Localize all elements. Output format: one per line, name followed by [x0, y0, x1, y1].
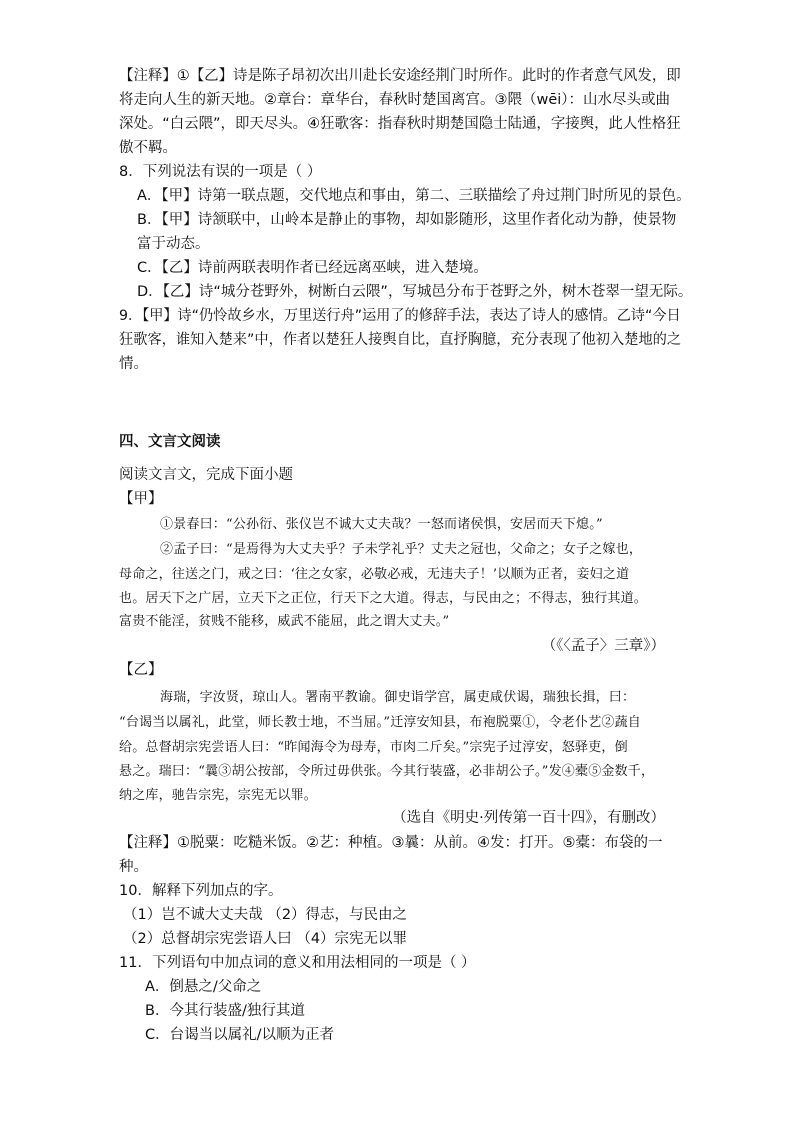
q8-stem: 8．下列说法有误的一项是（ ） — [119, 164, 322, 180]
passage-jia-para-2-line-4: 富贵不能淫，贫贱不能移，威武不能屈，此之谓大丈夫。” — [119, 614, 450, 629]
q8-option-a: A．【甲】诗第一联点题，交代地点和事由，第二、三联描绘了舟过荆门时所见的景色。 — [137, 188, 691, 204]
section-4-heading: 四、文言文阅读 — [119, 434, 221, 450]
q9-line-1: 9．【甲】诗“仍怜故乡水，万里送行舟”运用了的修辞手法，表达了诗人的感情。乙诗“今日 — [119, 308, 681, 324]
passage-yi-label: 【乙】 — [119, 662, 163, 678]
passage-jia-label: 【甲】 — [119, 491, 163, 507]
passage-yi-line-5: 纳之库，驰告宗宪，宗宪无以罪。 — [119, 788, 318, 803]
note-b-line-1: 【注释】①【乙】诗是陈子昂初次出川赴长安途经荆门时所作。此时的作者意气风发，即 — [119, 68, 681, 84]
passage-jia-para-2-line-1: ②孟子曰：“是焉得为大丈夫乎？子未学礼乎？丈夫之冠也，父命之；女子之嫁也， — [160, 542, 643, 557]
passage-yi-note-line-2: 种。 — [119, 859, 148, 875]
passage-yi-line-4: 悬之。瑞曰：“曩③胡公按部，令所过毋供张。今其行装盛，必非胡公子。”发④橐⑤金数千， — [119, 764, 655, 779]
q11-option-a: A．倒悬之/父命之 — [145, 979, 262, 995]
passage-yi-line-2: “台谒当以属礼，此堂，师长教士地，不当屈。”迁淳安知县，布袍脱粟①，令老仆艺②蔬自 — [119, 715, 641, 730]
passage-yi-source: （选自《明史·列传第一百十四》，有删改） — [392, 810, 665, 826]
passage-jia-para-2-line-3: 也。居天下之广居，立天下之正位，行天下之大道。得志，与民由之；不得志，独行其道。 — [119, 591, 648, 606]
q11-option-c: C．台谒当以属礼/以顺为正者 — [145, 1027, 335, 1043]
passage-jia-para-2-line-2: 母命之，往送之门，戒之曰：‘往之女家，必敬必戒，无违夫子！’以顺为正者，妾妇之道 — [119, 567, 630, 582]
note-b-line-4: 傲不羁。 — [119, 140, 177, 156]
q8-option-c: C．【乙】诗前两联表明作者已经远离巫峡，进入楚境。 — [137, 260, 488, 276]
q11-option-b: B．今其行装盛/独行其道 — [145, 1003, 305, 1019]
q8-option-b-line-2: 富于动态。 — [137, 236, 210, 252]
q10-row-1: （1）岂不诚大丈夫哉 （2）得志，与民由之 — [123, 907, 408, 923]
q8-option-d: D．【乙】诗“城分苍野外，树断白云隈”，写城邑分布于苍野之外，树木苍翠一望无际。 — [137, 284, 693, 300]
note-b-line-3: 深处。“白云隈”，即天尽头。④狂歌客：指春秋时期楚国隐士陆通，字接舆，此人性格狂 — [119, 116, 681, 132]
q9-line-2: 狂歌客，谁知入楚来”中，作者以楚狂人接舆自比，直抒胸臆，充分表现了他初入楚地的之 — [119, 332, 682, 348]
passage-yi-note-line-1: 【注释】①脱粟：吃糙米饭。②艺：种植。③曩：从前。④发：打开。⑤橐：布袋的一 — [119, 835, 663, 851]
q9-line-3: 情。 — [119, 356, 148, 372]
passage-jia-para-1: ①景春曰：“公孙衍、张仪岂不诚大丈夫哉？一怒而诸侯惧，安居而天下熄。” — [160, 517, 603, 532]
q8-option-b-line-1: B．【甲】诗颔联中，山岭本是静止的事物，却如影随形，这里作者化动为静，使景物 — [137, 212, 677, 228]
passage-jia-source: （《〈孟子〉三章》） — [541, 638, 665, 654]
passage-yi-line-1: 海瑞，字汝贤，琼山人。署南平教谕。御史诣学宫，属吏咸伏谒，瑞独长揖，曰： — [160, 690, 636, 705]
section-4-intro: 阅读文言文，完成下面小题 — [119, 467, 293, 483]
passage-yi-line-3: 给。总督胡宗宪尝语人曰：“昨闻海令为母寿，市肉二斤矣。”宗宪子过淳安，怒驿吏，倒 — [119, 740, 628, 755]
q10-row-2: （2）总督胡宗宪尝语人曰 （4）宗宪无以罪 — [123, 931, 408, 947]
q11-stem: 11．下列语句中加点词的意义和用法相同的一项是（ ） — [119, 955, 476, 971]
q10-stem: 10．解释下列加点的字。 — [119, 883, 283, 899]
note-b-line-2: 将走向人生的新天地。②章台：章华台，春秋时楚国离宫。③隈（wēi）：山水尽头或曲 — [119, 92, 671, 108]
